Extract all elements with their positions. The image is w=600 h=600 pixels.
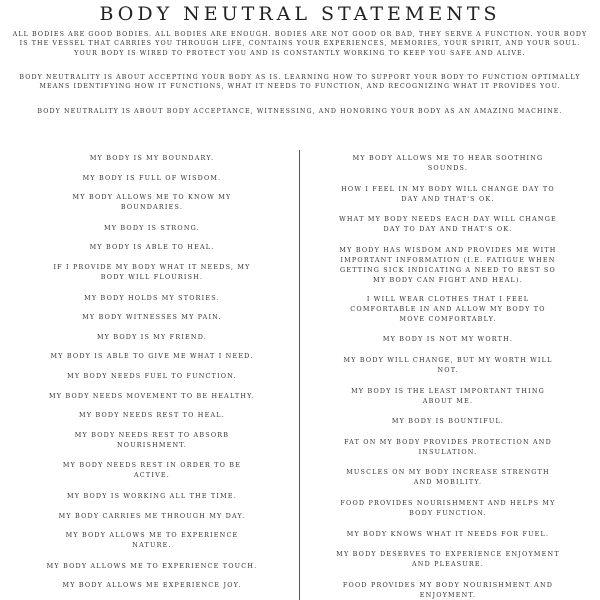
statement: MUSCLES ON MY BODY INCREASE STRENGTH AND MOBILITY. xyxy=(346,468,550,487)
statement: MY BODY NEEDS REST IN ORDER TO BE ACTIVE. xyxy=(62,461,242,480)
statement: MY BODY ALLOWS ME TO KNOW MY BOUNDARIES. xyxy=(72,193,232,212)
statement: FOOD PROVIDES MY BODY NOURISHMENT AND ENJOYMENT. xyxy=(342,580,554,599)
statement: HOW I FEEL IN MY BODY WILL CHANGE DAY TO DAY AND THAT'S OK. xyxy=(341,184,555,203)
intro-paragraph: BODY NEUTRALITY IS ABOUT ACCEPTING YOUR BODY AS IS. LEARNING HOW TO SUPPORT YOUR BODY TO FUNCTION OPTIMALLY MEANS IDENTIFYING HOW IT FUNCTIONS, WHAT IT NEEDS TO FUNCTION, AND RECOGNIZING WHAT IT PROVIDES YOU. xyxy=(19,74,581,91)
statement: IF I PROVIDE MY BODY WHAT IT NEEDS, MY BODY WILL FLOURISH. xyxy=(53,262,251,281)
statement: MY BODY ALLOWS ME EXPERIENCE JOY. xyxy=(62,581,242,590)
statement: MY BODY IS NOT MY WORTH. xyxy=(382,335,514,344)
intro-paragraph: ALL BODIES ARE GOOD BODIES. ALL BODIES ARE ENOUGH. BODIES ARE NOT GOOD OR BAD, THEY SERVE A FUNCTION. YOUR BODY IS THE VESSEL THAT CARRIES YOU THROUGH LIFE, CONTAINS YOUR EXPERIENCES, MEMORIES, YOUR SPIRIT, AND YOUR SOUL. YOUR BODY IS WIRED TO PROTECT YOU AND IS CONSTANTLY WORKING TO KEEP YOU SAFE AND ALIVE. xyxy=(12,31,588,57)
statement: MY BODY CARRIES ME THROUGH MY DAY. xyxy=(58,511,246,520)
left-statement-list xyxy=(12,153,292,600)
statement: MY BODY NEEDS REST TO HEAL. xyxy=(79,411,225,420)
statement: MY BODY IS MY BOUNDARY. xyxy=(89,154,215,162)
statement: MY BODY DESERVES TO EXPERIENCE ENJOYMENT AND PLEASURE. xyxy=(336,550,560,569)
statement: MY BODY IS THE LEAST IMPORTANT THING ABOUT ME. xyxy=(351,386,545,405)
statement: MY BODY IS ABLE TO HEAL. xyxy=(89,243,215,252)
statement: I WILL WEAR CLOTHES THAT I FEEL COMFORTABLE IN AND ALLOW MY BODY TO MOVE COMFORTABLY. xyxy=(350,294,546,323)
intro-paragraph: BODY NEUTRALITY IS ABOUT BODY ACCEPTANCE, WITNESSING, AND HONORING YOUR BODY AS AN AMAZING MACHINE. xyxy=(37,108,563,115)
statement: MY BODY IS BOUNTIFUL. xyxy=(391,417,505,426)
statement: MY BODY ALLOWS ME TO HEAR SOOTHING SOUNDS. xyxy=(352,154,544,172)
statement: MY BODY HOLDS MY STORIES. xyxy=(84,293,220,302)
statement: MY BODY IS ABLE TO GIVE ME WHAT I NEED. xyxy=(50,352,254,361)
statement: MY BODY NEEDS REST TO ABSORB NOURISHMENT. xyxy=(74,430,230,449)
statement: MY BODY ALLOWS ME TO EXPERIENCE NATURE. xyxy=(65,531,239,550)
column-divider xyxy=(299,150,300,600)
statement: WHAT MY BODY NEEDS EACH DAY WILL CHANGE DAY TO DAY AND THAT'S OK. xyxy=(339,215,557,234)
statement: MY BODY HAS WISDOM AND PROVIDES ME WITH IMPORTANT INFORMATION (I.E. FATIGUE WHEN GETTING SICK INDICATING A NEED TO REST SO MY BODY CAN FIGHT AND HEAL). xyxy=(339,245,557,284)
statement: MY BODY NEEDS FUEL TO FUNCTION. xyxy=(67,371,237,380)
statement: MY BODY WITNESSES MY PAIN. xyxy=(82,313,222,322)
statement: MY BODY IS MY FRIEND. xyxy=(96,332,208,341)
statement: FAT ON MY BODY PROVIDES PROTECTION AND INSULATION. xyxy=(344,437,552,456)
statement: MY BODY KNOWS WHAT IT NEEDS FOR FUEL. xyxy=(346,529,550,538)
statement: MY BODY IS STRONG. xyxy=(104,223,200,232)
statement: MY BODY NEEDS MOVEMENT TO BE HEALTHY. xyxy=(49,391,255,400)
statement: MY BODY WILL CHANGE, BUT MY WORTH WILL NOT. xyxy=(343,355,553,374)
statement: MY BODY ALLOWS ME TO EXPERIENCE TOUCH. xyxy=(46,561,258,570)
statement: FOOD PROVIDES NOURISHMENT AND HELPS MY BODY FUNCTION. xyxy=(340,498,556,517)
right-statement-list xyxy=(304,153,592,600)
page-title: BODY NEUTRAL STATEMENTS xyxy=(99,3,501,25)
statement: MY BODY IS FULL OF WISDOM. xyxy=(82,173,222,182)
statement: MY BODY IS WORKING ALL THE TIME. xyxy=(67,491,237,500)
